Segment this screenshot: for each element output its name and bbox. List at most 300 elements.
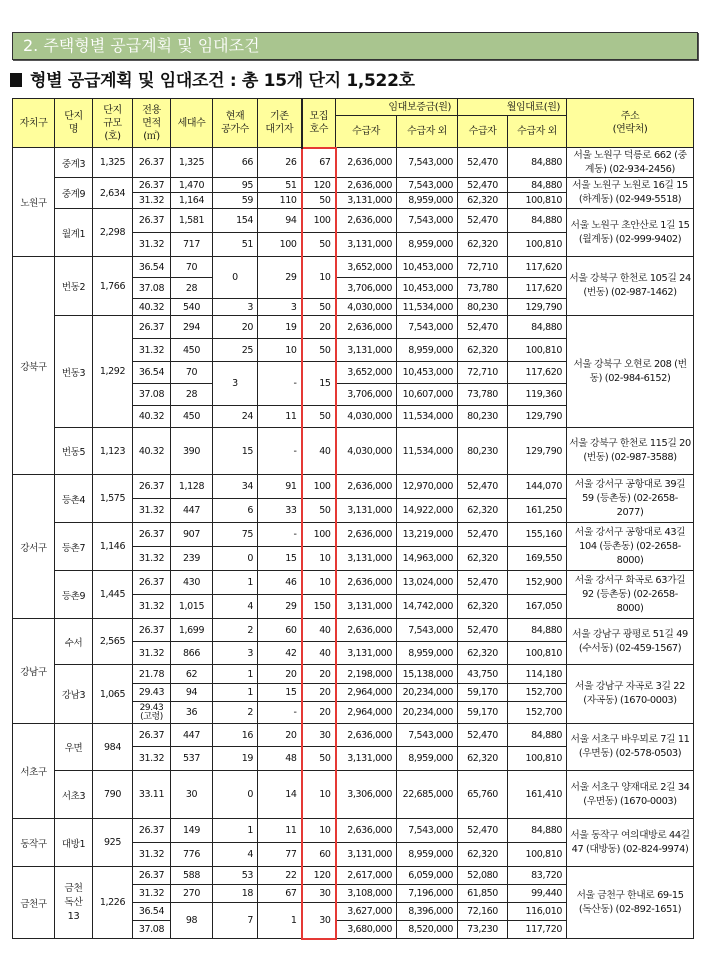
rent-other-cell: 84,880 bbox=[508, 619, 567, 642]
recruit-cell: 100 bbox=[302, 209, 336, 233]
complex-cell: 금천 독산 13 bbox=[55, 867, 93, 939]
deposit-recipient-cell: 2,636,000 bbox=[336, 475, 397, 499]
area-cell: 37.08 bbox=[133, 278, 171, 299]
header-scale: 단지 규모 (호) bbox=[93, 99, 133, 148]
rent-other-cell: 119,360 bbox=[508, 384, 567, 406]
district-cell: 강북구 bbox=[13, 257, 55, 475]
recruit-cell: 150 bbox=[302, 595, 336, 619]
scale-cell: 2,298 bbox=[93, 209, 133, 257]
complex-cell: 등촌9 bbox=[55, 571, 93, 619]
area-cell: 37.08 bbox=[133, 921, 171, 939]
rent-other-cell: 117,720 bbox=[508, 921, 567, 939]
scale-cell: 1,146 bbox=[93, 523, 133, 571]
deposit-recipient-cell: 3,706,000 bbox=[336, 278, 397, 299]
rent-other-cell: 161,250 bbox=[508, 499, 567, 523]
deposit-recipient-cell: 2,636,000 bbox=[336, 523, 397, 547]
header-recruit: 모집 호수 bbox=[302, 99, 336, 148]
waiting-cell: 67 bbox=[258, 885, 302, 903]
header-rent-non-recipient: 수급자 외 bbox=[508, 116, 567, 148]
waiting-cell: - bbox=[258, 428, 302, 475]
households-cell: 294 bbox=[171, 316, 213, 339]
vacant-cell: 1 bbox=[213, 665, 258, 684]
header-area: 전용 면적 (㎡) bbox=[133, 99, 171, 148]
deposit-recipient-cell: 2,636,000 bbox=[336, 819, 397, 843]
vacant-cell: 2 bbox=[213, 702, 258, 724]
households-cell: 430 bbox=[171, 571, 213, 595]
rent-other-cell: 169,550 bbox=[508, 547, 567, 571]
rent-recipient-cell: 61,850 bbox=[458, 885, 508, 903]
rent-recipient-cell: 72,160 bbox=[458, 903, 508, 921]
address-cell: 서울 강남구 광평로 51길 49 (수서동) (02-459-1567) bbox=[567, 619, 694, 665]
households-cell: 70 bbox=[171, 362, 213, 384]
area-cell: 31.32 bbox=[133, 595, 171, 619]
vacant-cell: 154 bbox=[213, 209, 258, 233]
households-cell: 537 bbox=[171, 747, 213, 771]
rent-recipient-cell: 62,320 bbox=[458, 193, 508, 209]
deposit-other-cell: 8,959,000 bbox=[397, 642, 458, 665]
address-cell: 서울 강서구 공항대로 43길 104 (등촌동) (02-2658-8000) bbox=[567, 523, 694, 571]
area-cell: 26.37 bbox=[133, 571, 171, 595]
vacant-cell: 4 bbox=[213, 843, 258, 867]
recruit-cell: 10 bbox=[302, 571, 336, 595]
vacant-cell: 34 bbox=[213, 475, 258, 499]
table-row bbox=[13, 178, 694, 193]
rent-recipient-cell: 65,760 bbox=[458, 771, 508, 819]
households-cell: 540 bbox=[171, 299, 213, 316]
recruit-cell: 40 bbox=[302, 428, 336, 475]
rent-other-cell: 114,180 bbox=[508, 665, 567, 684]
households-cell: 390 bbox=[171, 428, 213, 475]
deposit-other-cell: 7,543,000 bbox=[397, 819, 458, 843]
rent-recipient-cell: 52,470 bbox=[458, 819, 508, 843]
waiting-cell: 15 bbox=[258, 547, 302, 571]
rent-other-cell: 100,810 bbox=[508, 193, 567, 209]
scale-cell: 984 bbox=[93, 724, 133, 771]
households-cell: 1,325 bbox=[171, 148, 213, 178]
households-cell: 447 bbox=[171, 499, 213, 523]
deposit-recipient-cell: 2,636,000 bbox=[336, 619, 397, 642]
recruit-cell: 50 bbox=[302, 499, 336, 523]
waiting-cell: 110 bbox=[258, 193, 302, 209]
area-cell: 36.54 bbox=[133, 903, 171, 921]
header-deposit-recipient: 수급자 bbox=[336, 116, 397, 148]
table-row bbox=[13, 257, 694, 278]
header-rent: 월임대료(원) bbox=[458, 99, 567, 116]
households-cell: 94 bbox=[171, 684, 213, 702]
waiting-cell: 3 bbox=[258, 299, 302, 316]
rent-recipient-cell: 52,470 bbox=[458, 148, 508, 178]
rent-other-cell: 100,810 bbox=[508, 642, 567, 665]
deposit-other-cell: 7,543,000 bbox=[397, 148, 458, 178]
complex-cell: 수서 bbox=[55, 619, 93, 665]
deposit-recipient-cell: 3,131,000 bbox=[336, 193, 397, 209]
deposit-other-cell: 7,543,000 bbox=[397, 178, 458, 193]
address-cell: 서울 금천구 한내로 69-15 (독산동) (02-892-1651) bbox=[567, 867, 694, 939]
households-cell: 270 bbox=[171, 885, 213, 903]
deposit-recipient-cell: 2,636,000 bbox=[336, 148, 397, 178]
waiting-cell: 46 bbox=[258, 571, 302, 595]
rent-other-cell: 167,050 bbox=[508, 595, 567, 619]
waiting-cell: 33 bbox=[258, 499, 302, 523]
scale-cell: 1,575 bbox=[93, 475, 133, 523]
complex-cell: 강남3 bbox=[55, 665, 93, 724]
households-cell: 28 bbox=[171, 384, 213, 406]
vacant-cell: 15 bbox=[213, 428, 258, 475]
households-cell: 149 bbox=[171, 819, 213, 843]
waiting-cell: 22 bbox=[258, 867, 302, 885]
rent-other-cell: 152,700 bbox=[508, 702, 567, 724]
deposit-recipient-cell: 2,636,000 bbox=[336, 178, 397, 193]
vacant-cell: 2 bbox=[213, 619, 258, 642]
rent-other-cell: 84,880 bbox=[508, 178, 567, 193]
complex-cell: 번동3 bbox=[55, 316, 93, 428]
address-cell: 서울 강남구 자곡로 3길 22 (자곡동) (1670-0003) bbox=[567, 665, 694, 724]
deposit-other-cell: 7,543,000 bbox=[397, 209, 458, 233]
deposit-other-cell: 11,534,000 bbox=[397, 299, 458, 316]
recruit-cell: 50 bbox=[302, 193, 336, 209]
rent-other-cell: 84,880 bbox=[508, 724, 567, 747]
vacant-cell: 24 bbox=[213, 406, 258, 428]
deposit-other-cell: 10,453,000 bbox=[397, 278, 458, 299]
deposit-recipient-cell: 3,652,000 bbox=[336, 362, 397, 384]
rent-recipient-cell: 62,320 bbox=[458, 642, 508, 665]
area-cell: 26.37 bbox=[133, 724, 171, 747]
vacant-cell: 0 bbox=[213, 257, 258, 299]
deposit-recipient-cell: 2,964,000 bbox=[336, 684, 397, 702]
recruit-cell: 50 bbox=[302, 747, 336, 771]
vacant-cell: 25 bbox=[213, 339, 258, 362]
complex-cell: 등촌4 bbox=[55, 475, 93, 523]
households-cell: 776 bbox=[171, 843, 213, 867]
households-cell: 1,128 bbox=[171, 475, 213, 499]
rent-recipient-cell: 80,230 bbox=[458, 406, 508, 428]
rent-other-cell: 144,070 bbox=[508, 475, 567, 499]
vacant-cell: 18 bbox=[213, 885, 258, 903]
recruit-cell: 30 bbox=[302, 724, 336, 747]
address-cell: 서울 노원구 덕릉로 662 (중계동) (02-934-2456) bbox=[567, 148, 694, 178]
recruit-cell: 30 bbox=[302, 903, 336, 939]
vacant-cell: 53 bbox=[213, 867, 258, 885]
households-cell: 447 bbox=[171, 724, 213, 747]
deposit-other-cell: 7,196,000 bbox=[397, 885, 458, 903]
deposit-recipient-cell: 2,617,000 bbox=[336, 867, 397, 885]
households-cell: 450 bbox=[171, 339, 213, 362]
rent-recipient-cell: 52,470 bbox=[458, 316, 508, 339]
deposit-recipient-cell: 3,108,000 bbox=[336, 885, 397, 903]
deposit-other-cell: 11,534,000 bbox=[397, 406, 458, 428]
waiting-cell: 15 bbox=[258, 684, 302, 702]
recruit-cell: 10 bbox=[302, 771, 336, 819]
deposit-recipient-cell: 3,131,000 bbox=[336, 642, 397, 665]
complex-cell: 번동2 bbox=[55, 257, 93, 316]
deposit-other-cell: 6,059,000 bbox=[397, 867, 458, 885]
header-waiting: 기존 대기자 bbox=[258, 99, 302, 148]
area-cell: 37.08 bbox=[133, 384, 171, 406]
table-body bbox=[13, 148, 694, 939]
scale-cell: 1,065 bbox=[93, 665, 133, 724]
complex-cell: 월계1 bbox=[55, 209, 93, 257]
deposit-other-cell: 7,543,000 bbox=[397, 619, 458, 642]
deposit-other-cell: 10,453,000 bbox=[397, 362, 458, 384]
recruit-cell: 120 bbox=[302, 867, 336, 885]
header-vacant: 현재 공가수 bbox=[213, 99, 258, 148]
recruit-cell: 15 bbox=[302, 362, 336, 406]
waiting-cell: 94 bbox=[258, 209, 302, 233]
area-cell: 31.32 bbox=[133, 233, 171, 257]
rent-recipient-cell: 52,470 bbox=[458, 724, 508, 747]
deposit-recipient-cell: 2,636,000 bbox=[336, 209, 397, 233]
rent-other-cell: 116,010 bbox=[508, 903, 567, 921]
deposit-other-cell: 8,520,000 bbox=[397, 921, 458, 939]
deposit-recipient-cell: 3,131,000 bbox=[336, 595, 397, 619]
deposit-recipient-cell: 2,636,000 bbox=[336, 724, 397, 747]
deposit-recipient-cell: 3,131,000 bbox=[336, 843, 397, 867]
rent-recipient-cell: 62,320 bbox=[458, 499, 508, 523]
table-row bbox=[13, 724, 694, 747]
recruit-cell: 20 bbox=[302, 316, 336, 339]
vacant-cell: 3 bbox=[213, 299, 258, 316]
rent-other-cell: 100,810 bbox=[508, 747, 567, 771]
vacant-cell: 3 bbox=[213, 642, 258, 665]
header-rent-recipient: 수급자 bbox=[458, 116, 508, 148]
vacant-cell: 1 bbox=[213, 819, 258, 843]
deposit-recipient-cell: 3,680,000 bbox=[336, 921, 397, 939]
elderly-note: (고령) bbox=[140, 711, 163, 722]
rent-recipient-cell: 72,710 bbox=[458, 362, 508, 384]
deposit-recipient-cell: 3,131,000 bbox=[336, 747, 397, 771]
waiting-cell: 29 bbox=[258, 257, 302, 299]
rent-other-cell: 84,880 bbox=[508, 819, 567, 843]
area-cell: 26.37 bbox=[133, 178, 171, 193]
households-cell: 239 bbox=[171, 547, 213, 571]
table-row bbox=[13, 475, 694, 499]
rent-recipient-cell: 62,320 bbox=[458, 233, 508, 257]
recruit-cell: 50 bbox=[302, 406, 336, 428]
deposit-recipient-cell: 3,131,000 bbox=[336, 547, 397, 571]
area-cell: 26.37 bbox=[133, 316, 171, 339]
rent-recipient-cell: 62,320 bbox=[458, 843, 508, 867]
recruit-cell: 67 bbox=[302, 148, 336, 178]
complex-cell: 번동5 bbox=[55, 428, 93, 475]
waiting-cell: 10 bbox=[258, 339, 302, 362]
recruit-cell: 10 bbox=[302, 547, 336, 571]
vacant-cell: 4 bbox=[213, 595, 258, 619]
rent-recipient-cell: 80,230 bbox=[458, 428, 508, 475]
area-cell: 31.32 bbox=[133, 885, 171, 903]
recruit-cell: 100 bbox=[302, 475, 336, 499]
waiting-cell: 91 bbox=[258, 475, 302, 499]
rent-recipient-cell: 52,470 bbox=[458, 523, 508, 547]
header-complex: 단지 명 bbox=[55, 99, 93, 148]
section-title-bar bbox=[12, 32, 698, 60]
rent-other-cell: 129,790 bbox=[508, 428, 567, 475]
area-cell: 36.54 bbox=[133, 362, 171, 384]
recruit-cell: 40 bbox=[302, 642, 336, 665]
area-cell: 31.32 bbox=[133, 193, 171, 209]
table-subtitle bbox=[10, 66, 415, 91]
households-cell: 98 bbox=[171, 903, 213, 939]
households-cell: 1,164 bbox=[171, 193, 213, 209]
deposit-recipient-cell: 2,636,000 bbox=[336, 316, 397, 339]
deposit-recipient-cell: 3,131,000 bbox=[336, 233, 397, 257]
vacant-cell: 51 bbox=[213, 233, 258, 257]
recruit-cell: 20 bbox=[302, 665, 336, 684]
header-deposit-non-recipient: 수급자 외 bbox=[397, 116, 458, 148]
rent-other-cell: 152,900 bbox=[508, 571, 567, 595]
address-cell: 서울 서초구 양재대로 2길 34 (우면동) (1670-0003) bbox=[567, 771, 694, 819]
section-title: 2. 주택형별 공급계획 및 임대조건 bbox=[23, 36, 260, 55]
area-cell: 29.43 (고령) bbox=[133, 702, 171, 724]
rent-other-cell: 155,160 bbox=[508, 523, 567, 547]
area-cell: 26.37 bbox=[133, 819, 171, 843]
waiting-cell: 60 bbox=[258, 619, 302, 642]
vacant-cell: 59 bbox=[213, 193, 258, 209]
deposit-recipient-cell: 3,627,000 bbox=[336, 903, 397, 921]
rent-other-cell: 129,790 bbox=[508, 299, 567, 316]
deposit-recipient-cell: 4,030,000 bbox=[336, 406, 397, 428]
rent-recipient-cell: 72,710 bbox=[458, 257, 508, 278]
rent-recipient-cell: 52,470 bbox=[458, 209, 508, 233]
scale-cell: 925 bbox=[93, 819, 133, 867]
deposit-other-cell: 11,534,000 bbox=[397, 428, 458, 475]
rent-other-cell: 100,810 bbox=[508, 339, 567, 362]
recruit-cell: 20 bbox=[302, 702, 336, 724]
households-cell: 1,015 bbox=[171, 595, 213, 619]
deposit-recipient-cell: 3,306,000 bbox=[336, 771, 397, 819]
district-cell: 동작구 bbox=[13, 819, 55, 867]
table-header bbox=[13, 99, 694, 148]
area-cell: 26.37 bbox=[133, 867, 171, 885]
rent-recipient-cell: 62,320 bbox=[458, 747, 508, 771]
area-cell: 31.32 bbox=[133, 499, 171, 523]
rent-other-cell: 84,880 bbox=[508, 209, 567, 233]
vacant-cell: 0 bbox=[213, 547, 258, 571]
recruit-cell: 100 bbox=[302, 523, 336, 547]
waiting-cell: 14 bbox=[258, 771, 302, 819]
table-row bbox=[13, 665, 694, 684]
address-cell: 서울 강북구 오현로 208 (번동) (02-984-6152) bbox=[567, 316, 694, 428]
deposit-other-cell: 15,138,000 bbox=[397, 665, 458, 684]
deposit-recipient-cell: 3,131,000 bbox=[336, 499, 397, 523]
recruit-cell: 10 bbox=[302, 257, 336, 299]
waiting-cell: 11 bbox=[258, 406, 302, 428]
waiting-cell: 48 bbox=[258, 747, 302, 771]
table-row bbox=[13, 819, 694, 843]
households-cell: 28 bbox=[171, 278, 213, 299]
district-cell: 금천구 bbox=[13, 867, 55, 939]
deposit-recipient-cell: 2,198,000 bbox=[336, 665, 397, 684]
vacant-cell: 75 bbox=[213, 523, 258, 547]
recruit-cell: 30 bbox=[302, 885, 336, 903]
table-row bbox=[13, 209, 694, 233]
vacant-cell: 1 bbox=[213, 684, 258, 702]
scale-cell: 1,292 bbox=[93, 316, 133, 428]
households-cell: 36 bbox=[171, 702, 213, 724]
area-cell: 40.32 bbox=[133, 299, 171, 316]
waiting-cell: 100 bbox=[258, 233, 302, 257]
deposit-recipient-cell: 4,030,000 bbox=[336, 428, 397, 475]
complex-cell: 서초3 bbox=[55, 771, 93, 819]
address-cell: 서울 노원구 노원로 16길 15 (하계동) (02-949-5518) bbox=[567, 178, 694, 209]
table-row bbox=[13, 771, 694, 819]
complex-cell: 중계9 bbox=[55, 178, 93, 209]
rent-recipient-cell: 62,320 bbox=[458, 595, 508, 619]
deposit-other-cell: 8,959,000 bbox=[397, 339, 458, 362]
deposit-other-cell: 14,742,000 bbox=[397, 595, 458, 619]
rent-recipient-cell: 52,080 bbox=[458, 867, 508, 885]
scale-cell: 1,123 bbox=[93, 428, 133, 475]
recruit-cell: 60 bbox=[302, 843, 336, 867]
households-cell: 588 bbox=[171, 867, 213, 885]
households-cell: 866 bbox=[171, 642, 213, 665]
table-row bbox=[13, 428, 694, 475]
deposit-other-cell: 20,234,000 bbox=[397, 684, 458, 702]
table-row bbox=[13, 571, 694, 595]
deposit-other-cell: 8,959,000 bbox=[397, 843, 458, 867]
scale-cell: 1,226 bbox=[93, 867, 133, 939]
rent-recipient-cell: 52,470 bbox=[458, 619, 508, 642]
area-cell: 40.32 bbox=[133, 428, 171, 475]
area-cell: 31.32 bbox=[133, 843, 171, 867]
deposit-recipient-cell: 4,030,000 bbox=[336, 299, 397, 316]
area-cell: 21.78 bbox=[133, 665, 171, 684]
deposit-recipient-cell: 3,706,000 bbox=[336, 384, 397, 406]
table-row bbox=[13, 523, 694, 547]
vacant-cell: 66 bbox=[213, 148, 258, 178]
deposit-other-cell: 14,922,000 bbox=[397, 499, 458, 523]
rent-recipient-cell: 73,780 bbox=[458, 384, 508, 406]
waiting-cell: 42 bbox=[258, 642, 302, 665]
recruit-cell: 50 bbox=[302, 299, 336, 316]
waiting-cell: 19 bbox=[258, 316, 302, 339]
households-cell: 62 bbox=[171, 665, 213, 684]
rent-recipient-cell: 73,230 bbox=[458, 921, 508, 939]
deposit-other-cell: 7,543,000 bbox=[397, 316, 458, 339]
deposit-recipient-cell: 3,652,000 bbox=[336, 257, 397, 278]
recruit-cell: 20 bbox=[302, 684, 336, 702]
scale-cell: 790 bbox=[93, 771, 133, 819]
rent-other-cell: 99,440 bbox=[508, 885, 567, 903]
scale-cell: 1,766 bbox=[93, 257, 133, 316]
square-bullet-icon bbox=[10, 73, 22, 87]
complex-cell: 우면 bbox=[55, 724, 93, 771]
waiting-cell: - bbox=[258, 702, 302, 724]
households-cell: 70 bbox=[171, 257, 213, 278]
recruit-cell: 10 bbox=[302, 819, 336, 843]
area-cell: 31.32 bbox=[133, 747, 171, 771]
area-cell: 40.32 bbox=[133, 406, 171, 428]
waiting-cell: 20 bbox=[258, 724, 302, 747]
district-cell: 노원구 bbox=[13, 148, 55, 257]
scale-cell: 1,445 bbox=[93, 571, 133, 619]
rent-recipient-cell: 73,780 bbox=[458, 278, 508, 299]
rent-recipient-cell: 62,320 bbox=[458, 547, 508, 571]
waiting-cell: 26 bbox=[258, 148, 302, 178]
deposit-other-cell: 8,959,000 bbox=[397, 193, 458, 209]
rent-recipient-cell: 52,470 bbox=[458, 475, 508, 499]
rent-other-cell: 84,880 bbox=[508, 148, 567, 178]
header-district: 자치구 bbox=[13, 99, 55, 148]
area-cell: 31.32 bbox=[133, 547, 171, 571]
deposit-other-cell: 12,970,000 bbox=[397, 475, 458, 499]
area-cell: 26.37 bbox=[133, 619, 171, 642]
waiting-cell: - bbox=[258, 362, 302, 406]
district-cell: 강남구 bbox=[13, 619, 55, 724]
households-cell: 717 bbox=[171, 233, 213, 257]
rent-recipient-cell: 59,170 bbox=[458, 702, 508, 724]
address-cell: 서울 강북구 한천로 105길 24 (번동) (02-987-1462) bbox=[567, 257, 694, 316]
waiting-cell: 1 bbox=[258, 903, 302, 939]
